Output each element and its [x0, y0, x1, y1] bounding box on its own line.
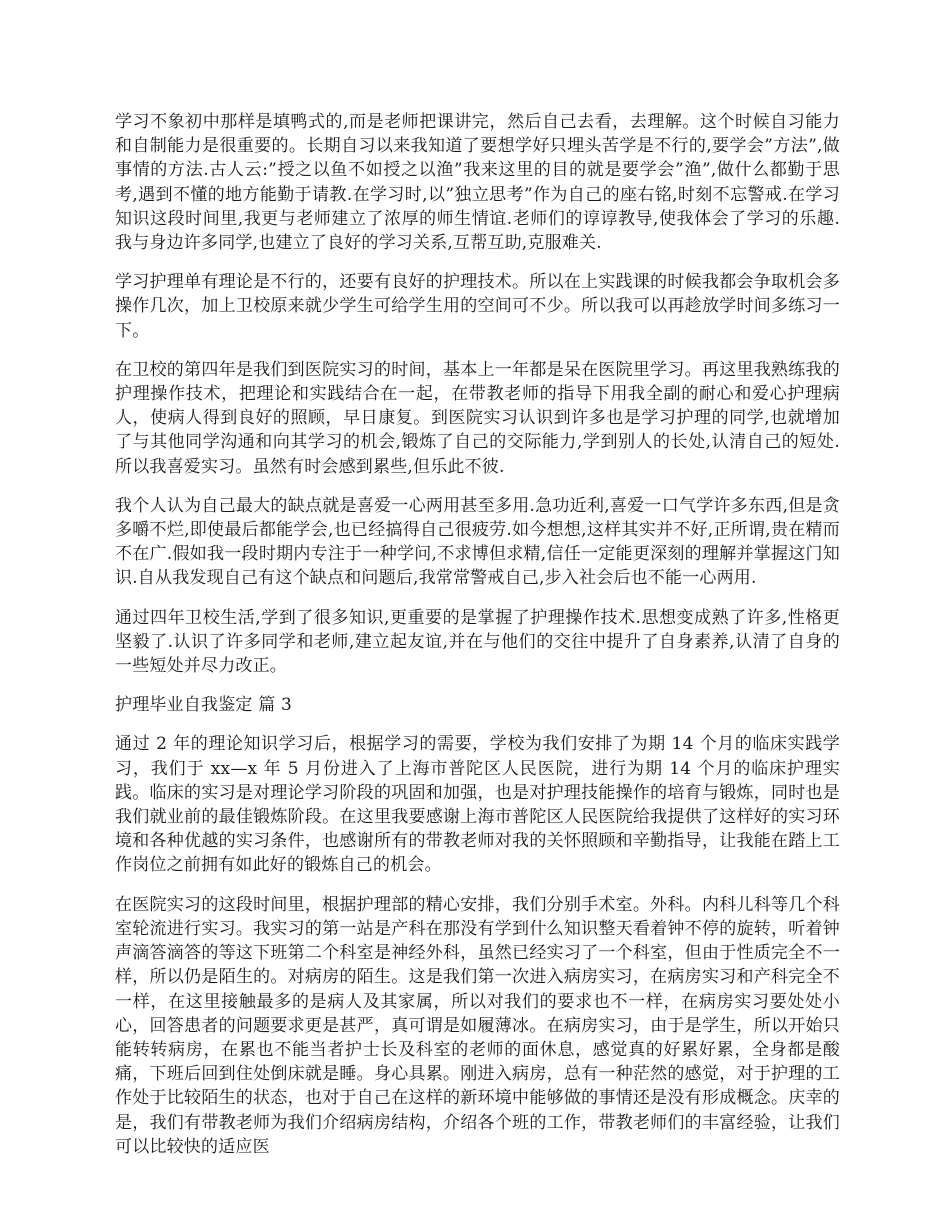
- paragraph-four-years-summary: 通过四年卫校生活,学到了很多知识,更重要的是掌握了护理操作技术.思想变成熟了许多,性格更坚毅了.认识了许多同学和老师,建立起友谊,并在与他们的交往中提升了自身素养,认清了自身的一些短处并尽力改正。: [115, 607, 840, 677]
- paragraph-ward-rotation: 在医院实习的这段时间里，根据护理部的精心安排，我们分别手术室。外科。内科儿科等几个科室轮流进行实习。我实习的第一站是产科在那没有学到什么知识整天看着钟不停的旋转，听着钟声滴答滴答的等这下班第二个科室是神经外科，虽然已经实习了一个科室，但由于性质完全不一样，所以仍是陌生的。对病房的陌生。这是我们第一次进入病房实习，在病房实习和产科完全不一样，在这里接触最多的是病人及其家属，所以对我们的要求也不一样，在病房实习要处处小心，回答患者的问题要求更是甚严，真可谓是如履薄冰。在病房实习，由于是学生，所以开始只能转转病房，在累也不能当者护士长及科室的老师的面休息，感觉真的好累好累，全身都是酸痛，下班后回到住处倒床就是睡。身心具累。刚进入病房，总有一种茫然的感觉，对于护理的工作处于比较陌生的状态，也对于自己在这样的新环境中能够做的事情还是没有形成概念。庆幸的是，我们有带教老师为我们介绍病房结构，介绍各个班的工作，带教老师们的丰富经验，让我们可以比较快的适应医: [115, 894, 840, 1157]
- paragraph-nursing-skills: 学习护理单有理论是不行的，还要有良好的护理技术。所以在上实践课的时候我都会争取机会多操作几次，加上卫校原来就少学生可给学生用的空间可不少。所以我可以再趁放学时间多练习一下。: [115, 272, 840, 341]
- paragraph-shortcomings: 我个人认为自己最大的缺点就是喜爱一心两用甚至多用.急功近利,喜爱一口气学许多东西,但是贪多嚼不烂,即使最后都能学会,也已经搞得自己很疲劳.如今想想,这样其实并不好,正所谓,贵在精而不在广.假如我一段时期内专注于一种学问,不求博但求精,信任一定能更深刻的理解并掌握这门知识.自从我发现自己有这个缺点和问题后,我常常警戒自己,步入社会后也不能一心两用.: [115, 495, 840, 589]
- paragraph-study-method: 学习不象初中那样是填鸭式的,而是老师把课讲完，然后自己去看，去理解。这个时候自习能力和自制能力是很重要的。长期自习以来我知道了要想学好只埋头苦学是不行的,要学会”方法”,做事情的方法.古人云:”授之以鱼不如授之以渔”我来这里的目的就是要学会”渔”,做什么都勤于思考,遇到不懂的地方能勤于请教.在学习时,以”独立思考”作为自己的座右铭,时刻不忘警戒.在学习知识这段时间里,我更与老师建立了浓厚的师生情谊.老师们的谆谆教导,使我体会了学习的乐趣.我与身边许多同学,也建立了良好的学习关系,互帮互助,克服难关.: [115, 112, 840, 254]
- section-heading: 护理毕业自我鉴定 篇 3: [115, 695, 293, 716]
- paragraph-clinical-practice: 通过 2 年的理论知识学习后，根据学习的需要，学校为我们安排了为期 14 个月的临床实践学习，我们于 xx—x 年 5 月份进入了上海市普陀区人民医院，进行为期 14 个月的临床护理实践。临床的实习是对理论学习阶段的巩固和加强，也是对护理技能操作的培育与锻炼，同时也是我们就业前的最佳锻炼阶段。在这里我要感谢上海市普陀区人民医院给我提供了这样好的实习环境和各种优越的实习条件，也感谢所有的带教老师对我的关怀照顾和辛勤指导，让我能在踏上工作岗位之前拥有如此好的锻炼自己的机会。: [115, 734, 840, 876]
- document-page: [115, 110, 840, 1174]
- paragraph-hospital-internship: 在卫校的第四年是我们到医院实习的时间，基本上一年都是呆在医院里学习。再这里我熟练我的护理操作技术，把理论和实践结合在一起，在带教老师的指导下用我全副的耐心和爱心护理病人，使病人得到良好的照顾，早日康复。到医院实习认识到许多也是学习护理的同学,也就增加了与其他同学沟通和向其学习的机会,锻炼了自己的交际能力,学到别人的长处,认清自己的短处.所以我喜爱实习。虽然有时会感到累些,但乐此不彼.: [115, 359, 840, 477]
